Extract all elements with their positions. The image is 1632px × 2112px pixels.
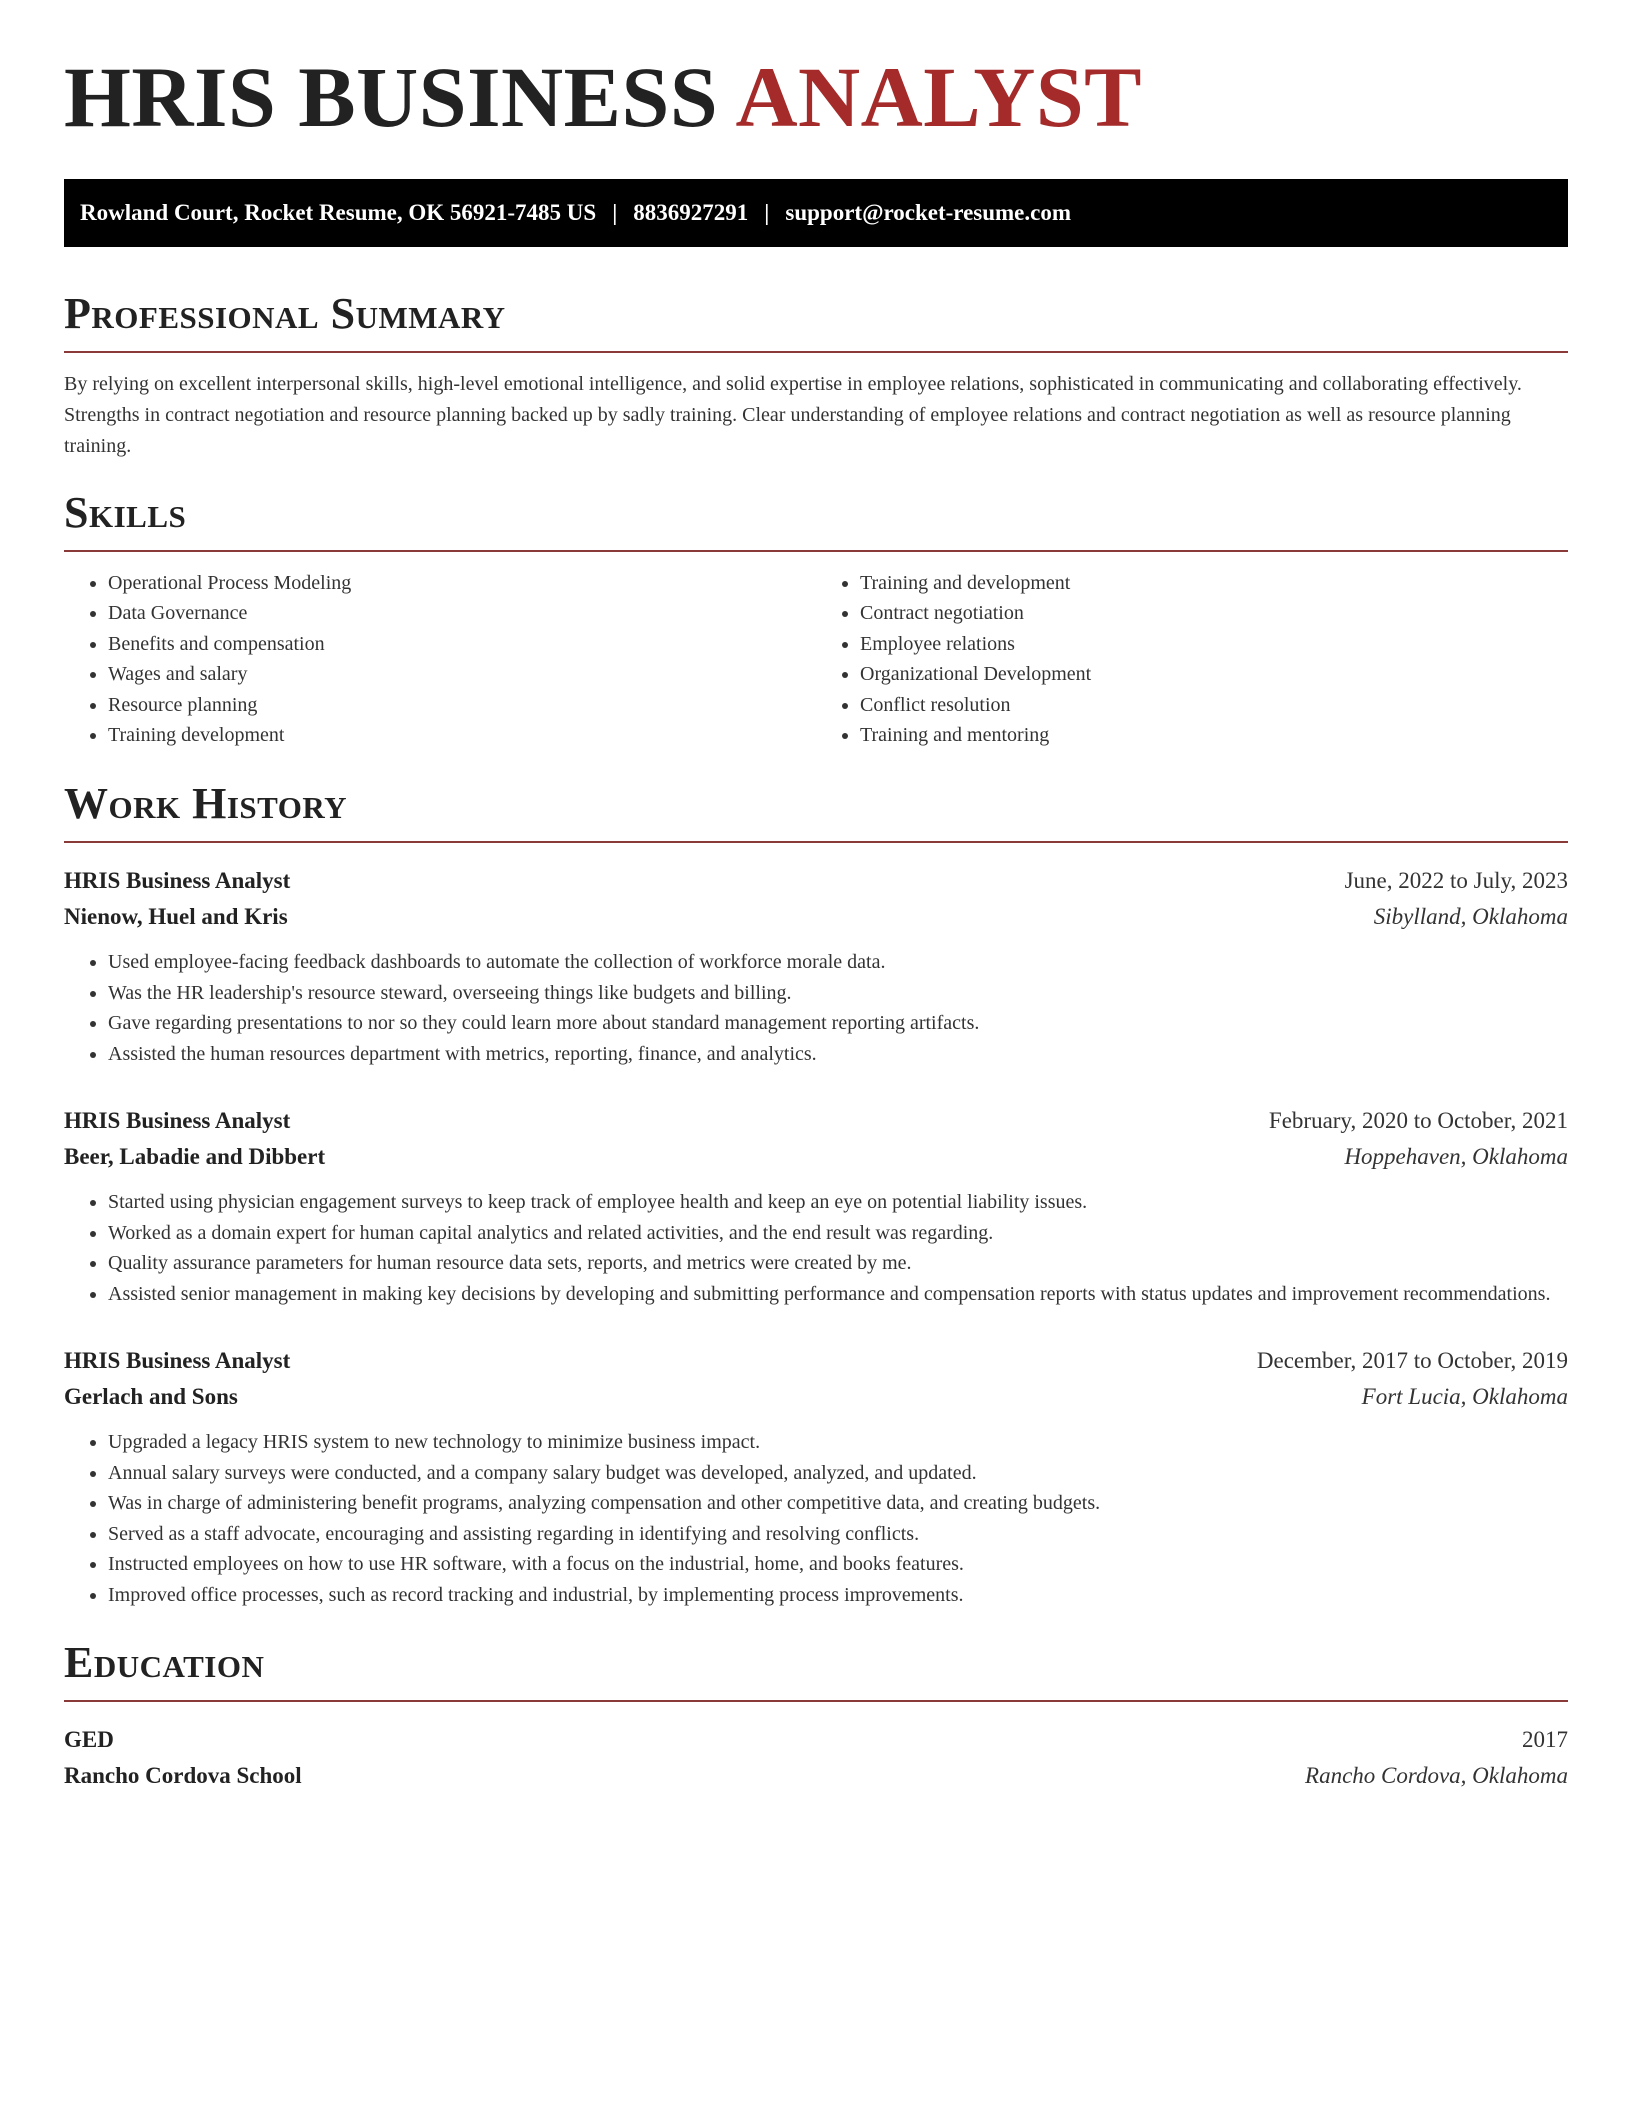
skill-item: • Training development	[108, 720, 816, 751]
work-history-heading: Work History	[64, 778, 348, 828]
skill-item: • Contract negotiation	[860, 598, 1568, 629]
education-degree: GED	[64, 1727, 114, 1753]
job-dates: December, 2017 to October, 2019	[1256, 1348, 1568, 1374]
job-bullets	[64, 1427, 1568, 1610]
skill-item: • Conflict resolution	[860, 690, 1568, 721]
section-divider	[64, 550, 1568, 552]
skill-item: • Operational Process Modeling	[108, 568, 816, 599]
education-section	[64, 1640, 1568, 1794]
job-dates: February, 2020 to October, 2021	[1268, 1108, 1568, 1134]
job-location: Hoppehaven, Oklahoma	[1344, 1144, 1568, 1170]
summary-section	[64, 288, 1568, 462]
job-bullet: • Quality assurance parameters for human resource data sets, reports, and metrics were created by me.	[108, 1248, 1568, 1279]
job-title: HRIS Business Analyst	[64, 1348, 291, 1374]
education-entry	[64, 1722, 1568, 1794]
skills-list-right	[816, 568, 1568, 751]
education-school: Rancho Cordova School	[64, 1763, 302, 1789]
section-divider	[64, 351, 1568, 353]
job-bullet: • Was in charge of administering benefit programs, analyzing compensation and other competitive data, and creating budgets.	[108, 1488, 1568, 1519]
job-entry	[64, 1343, 1568, 1610]
job-company: Nienow, Huel and Kris	[64, 904, 288, 930]
job-bullet: • Upgraded a legacy HRIS system to new technology to minimize business impact.	[108, 1427, 1568, 1458]
skill-item: • Training and development	[860, 568, 1568, 599]
title-part-1: HRIS BUSINESS	[64, 49, 719, 145]
summary-heading: Professional Summary	[64, 288, 506, 338]
contact-address: Rowland Court, Rocket Resume, OK 56921-7485 US	[80, 199, 597, 225]
contact-phone: 8836927291	[633, 199, 749, 225]
job-bullets	[64, 1187, 1568, 1309]
contact-bar	[64, 179, 1568, 247]
skill-item: • Resource planning	[108, 690, 816, 721]
skill-item: • Training and mentoring	[860, 720, 1568, 751]
skills-section	[64, 487, 1568, 751]
skills-columns	[64, 568, 1568, 751]
skill-item: • Employee relations	[860, 629, 1568, 660]
education-year: 2017	[1522, 1727, 1568, 1753]
contact-separator: |	[612, 199, 618, 225]
job-title: HRIS Business Analyst	[64, 1108, 291, 1134]
job-bullet: • Instructed employees on how to use HR software, with a focus on the industrial, home, and books features.	[108, 1549, 1568, 1580]
skill-item: • Benefits and compensation	[108, 629, 816, 660]
job-entry	[64, 1103, 1568, 1309]
summary-text: By relying on excellent interpersonal skills, high-level emotional intelligence, and solid expertise in employee relations, sophisticated in communicating and collaborating effectively. Strengths in contract negotiation and resource planning backed up by sadly training. Clear understanding of employee relations and contract negotiation as well as resource planning training.	[64, 372, 1522, 457]
resume-page	[64, 50, 1568, 1794]
job-entry	[64, 863, 1568, 1069]
job-company: Beer, Labadie and Dibbert	[64, 1144, 326, 1170]
job-company: Gerlach and Sons	[64, 1384, 238, 1410]
skills-heading: Skills	[64, 487, 187, 537]
job-bullet: • Assisted the human resources department with metrics, reporting, finance, and analytics.	[108, 1039, 1568, 1070]
job-bullet: • Served as a staff advocate, encouraging and assisting regarding in identifying and resolving conflicts.	[108, 1519, 1568, 1550]
job-bullet: • Used employee-facing feedback dashboards to automate the collection of workforce morale data.	[108, 947, 1568, 978]
skill-item: • Organizational Development	[860, 659, 1568, 690]
work-history-section	[64, 778, 1568, 1610]
job-bullets	[64, 947, 1568, 1069]
job-dates: June, 2022 to July, 2023	[1344, 868, 1568, 894]
job-bullet: • Assisted senior management in making key decisions by developing and submitting performance and compensation reports with status updates and improvement recommendations.	[108, 1279, 1568, 1310]
section-divider	[64, 841, 1568, 843]
title-part-2: ANALYST	[735, 49, 1143, 145]
skill-item: • Wages and salary	[108, 659, 816, 690]
job-location: Fort Lucia, Oklahoma	[1361, 1384, 1568, 1410]
skill-item: • Data Governance	[108, 598, 816, 629]
job-title: HRIS Business Analyst	[64, 868, 291, 894]
contact-separator: |	[764, 199, 770, 225]
job-bullet: • Gave regarding presentations to nor so they could learn more about standard management reporting artifacts.	[108, 1008, 1568, 1039]
resume-title	[64, 50, 1568, 145]
skills-list-left	[64, 568, 816, 751]
contact-email: support@rocket-resume.com	[785, 199, 1072, 225]
section-divider	[64, 1700, 1568, 1702]
job-bullet: • Was the HR leadership's resource steward, overseeing things like budgets and billing.	[108, 978, 1568, 1009]
job-location: Sibylland, Oklahoma	[1373, 904, 1568, 930]
job-bullet: • Worked as a domain expert for human capital analytics and related activities, and the end result was regarding.	[108, 1218, 1568, 1249]
job-bullet: • Annual salary surveys were conducted, and a company salary budget was developed, analyzed, and updated.	[108, 1458, 1568, 1489]
job-bullet: • Improved office processes, such as record tracking and industrial, by implementing process improvements.	[108, 1580, 1568, 1611]
education-heading: Education	[64, 1638, 265, 1688]
education-location: Rancho Cordova, Oklahoma	[1305, 1763, 1568, 1789]
job-bullet: • Started using physician engagement surveys to keep track of employee health and keep an eye on potential liability issues.	[108, 1187, 1568, 1218]
